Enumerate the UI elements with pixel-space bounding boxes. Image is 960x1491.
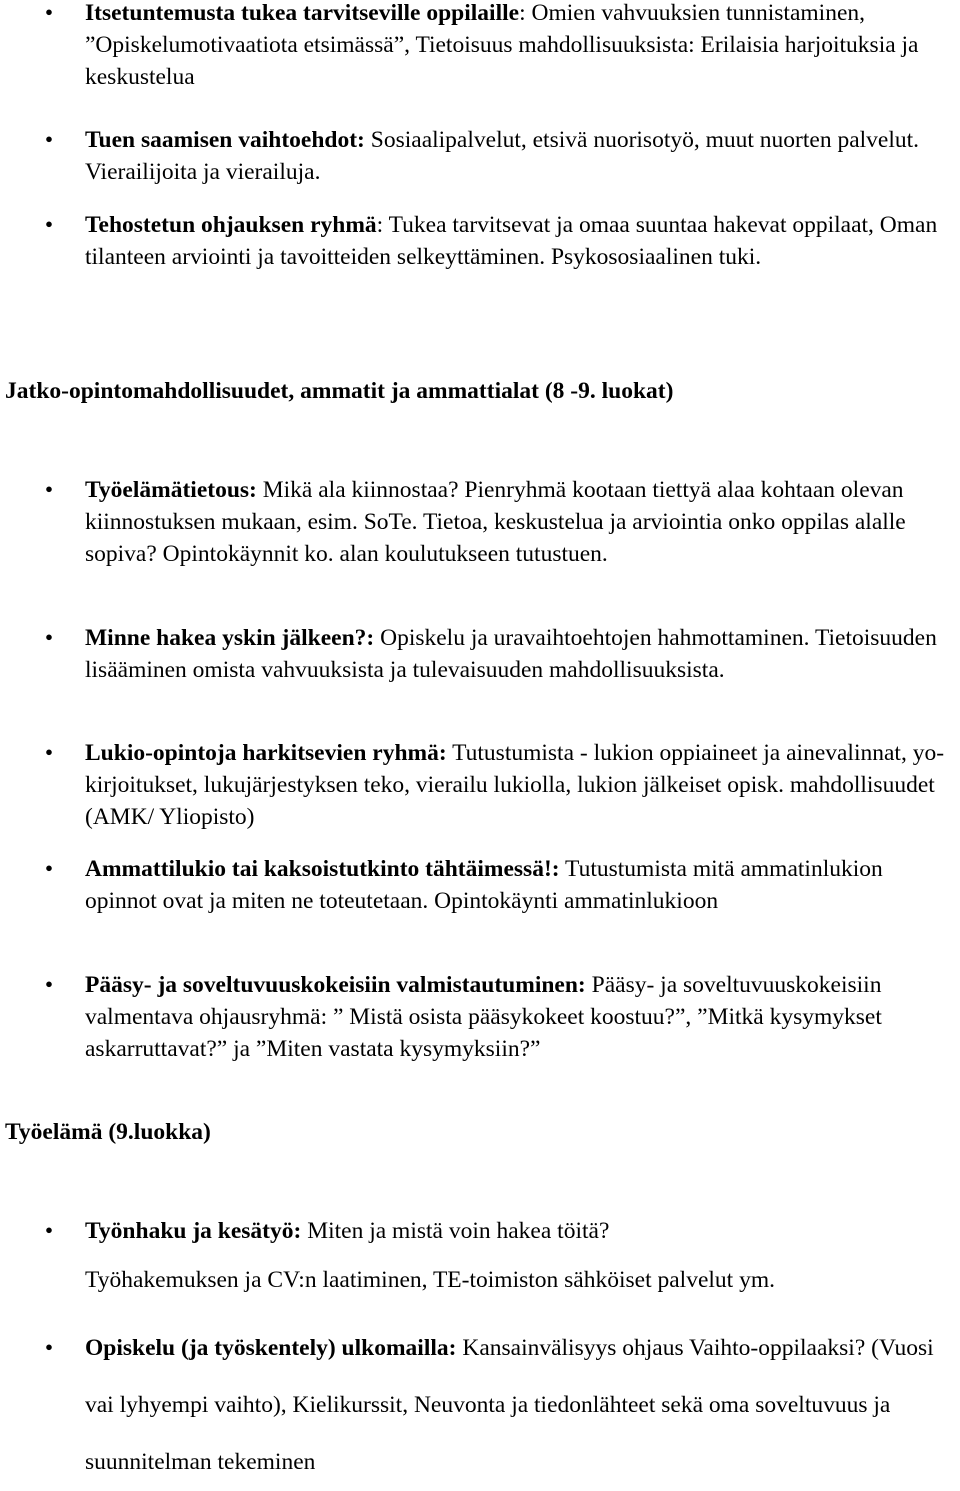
item-text: Mikä ala kiinnostaa? Pienryhmä kootaan tiettyä alaa kohtaan olevan kiinnostuksen mukaan, esim. SoTe. Tietoa, keskustelua ja arviointia onko oppilas alalle sopiva? Opintokäynnit ko. alan koulutukseen tutustuen. [85,477,906,567]
item-title: Tuen saamisen vaihtoehdot: [85,127,365,153]
bullet-icon: • [44,1218,54,1244]
list-item [44,124,957,188]
item-text: Tukea tarvitsevat ja omaa suuntaa hakevat oppilaat, Oman tilanteen arviointi ja tavoitteiden selkeyttäminen. Psykososiaalinen tuki. [85,212,938,270]
item-title: Opiskelu (ja työskentely) ulkomailla: [85,1335,457,1361]
bullet-icon: • [44,625,54,651]
bullet-icon: • [44,127,54,153]
list-item [44,1320,957,1491]
item-title: Lukio-opintoja harkitsevien ryhmä: [85,740,447,766]
list-item [44,1215,957,1247]
bullet-icon: • [44,972,54,998]
item-separator: : [519,0,526,26]
section-heading: Jatko-opintomahdollisuudet, ammatit ja ammattialat (8 -9. luokat) [5,378,674,404]
item-title: Työelämätietous: [85,477,257,503]
list-item [44,853,957,917]
bullet-icon: • [44,1335,54,1361]
bullet-icon: • [44,477,54,503]
list-item [44,737,957,833]
list-item [44,969,957,1065]
item-title: Tehostetun ohjauksen ryhmä [85,212,377,238]
item-text: Pääsy- ja soveltuvuuskokeisiin valmentava ohjausryhmä: ” Mistä osista pääsykokeet koostuu?”, ”Mitkä kysymykset askarruttavat?” ja ”Miten vastata kysymyksiin?” [85,972,882,1062]
section-heading: Työelämä (9.luokka) [5,1119,211,1145]
bullet-icon: • [44,740,54,766]
list-item [44,0,957,93]
item-separator: : [376,212,384,238]
item-text: Opiskelu ja uravaihtoehtojen hahmottaminen. Tietoisuuden lisääminen omista vahvuuksista ja tulevaisuuden mahdollisuuksista. [85,625,937,683]
item-text: Tutustumista - lukion oppiaineet ja ainevalinnat, yo-kirjoitukset, lukujärjestyksen teko, vierailu lukiolla, lukion jälkeiset opisk. mahdollisuudet (AMK/ Yliopisto) [85,740,945,830]
list-item [44,622,957,686]
item-title: Minne hakea yskin jälkeen?: [85,625,375,651]
bullet-icon: • [44,856,54,882]
item-title: Työnhaku ja kesätyö: [85,1218,302,1244]
item-title: Pääsy- ja soveltuvuuskokeisiin valmistautuminen: [85,972,586,998]
item-extra-text: Työhakemuksen ja CV:n laatiminen, TE-toimiston sähköiset palvelut ym. [85,1267,775,1293]
bullet-icon: • [44,212,54,238]
item-title: Itsetuntemusta tukea tarvitseville oppilaille [85,0,520,26]
item-text: Omien vahvuuksien tunnistaminen, ”Opiskelumotivaatiota etsimässä”, Tietoisuus mahdollisuuksista: Erilaisia harjoituksia ja keskustelua [85,0,919,90]
item-text: Sosiaalipalvelut, etsivä nuorisotyö, muut nuorten palvelut. Vierailijoita ja vierailuja. [85,127,920,185]
bullet-icon: • [44,0,54,26]
list-item [44,209,957,273]
item-title: Ammattilukio tai kaksoistutkinto tähtäimessä!: [85,856,560,882]
list-item [44,474,957,570]
item-text: Kansainvälisyys ohjaus Vaihto-oppilaaksi? (Vuosi vai lyhyempi vaihto), Kielikurssit, Neuvonta ja tiedonlähteet sekä oma soveltuvuus ja suunnitelman tekeminen [85,1335,934,1475]
item-text: Miten ja mistä voin hakea töitä? [301,1218,610,1244]
item-text: Tutustumista mitä ammatinlukion opinnot ovat ja miten ne toteutetaan. Opintokäynti ammatinlukioon [85,856,883,914]
